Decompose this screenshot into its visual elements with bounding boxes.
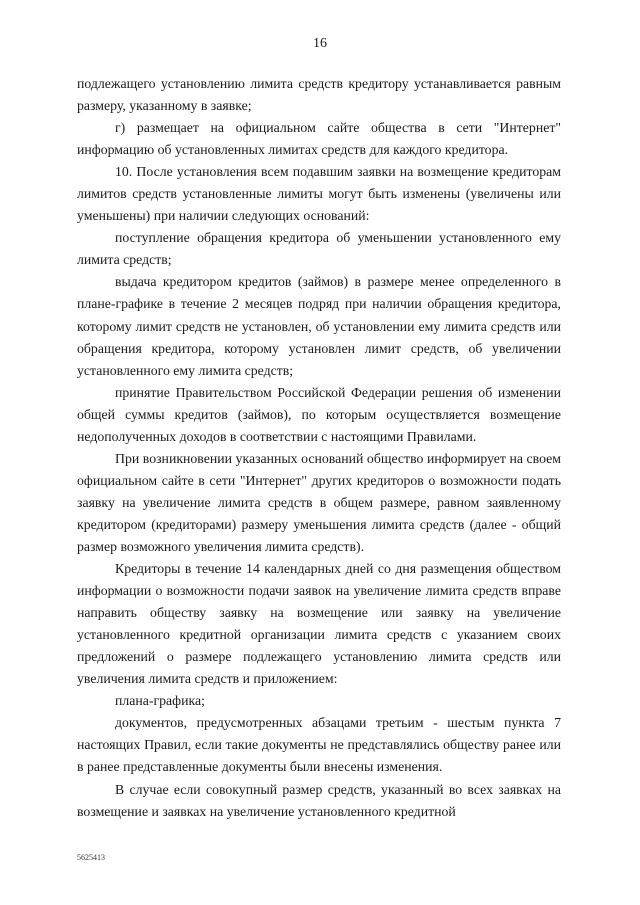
paragraph: г) размещает на официальном сайте общества в сети "Интернет" информацию об установленных лимитах средств для каждого кредитора. bbox=[77, 120, 561, 158]
paragraph: При возникновении указанных оснований общество информирует на своем официальном сайте в сети "Интернет" других кредиторов о возможности подать заявку на увеличение лимита средств в общем размере, равном заявленному кредитором (кредиторами) размеру уменьшения лимита средств (далее - общий размер возможного увеличения лимита средств). bbox=[77, 450, 561, 554]
paragraph: выдача кредитором кредитов (займов) в размере менее определенного в плане-графике в течение 2 месяцев подряд при наличии обращения кредитора, которому лимит средств не установлен, об установлении ему лимита средств или обращения кредитора, которому установлен лимит средств, об увеличении установленного ему лимита средств; bbox=[77, 274, 561, 378]
paragraph: поступление обращения кредитора об уменьшении установленного ему лимита средств; bbox=[77, 230, 561, 268]
document-id: 5625413 bbox=[77, 853, 105, 862]
paragraph: 10. После установления всем подавшим заявки на возмещение кредиторам лимитов средств установленные лимиты могут быть изменены (увеличены или уменьшены) при наличии следующих оснований: bbox=[77, 164, 561, 224]
paragraph: плана-графика; bbox=[115, 693, 205, 709]
paragraph: документов, предусмотренных абзацами третьим - шестым пункта 7 настоящих Правил, если такие документы не представлялись обществу ранее или в ранее представленные документы были внесены изменения. bbox=[77, 715, 561, 775]
paragraph: Кредиторы в течение 14 календарных дней со дня размещения обществом информации о возможности подачи заявок на увеличение лимита средств вправе направить обществу заявку на возмещение или заявку на увеличение установленного кредитной организации лимита средств с указанием своих предложений о размере подлежащего установлению лимита средств или увеличения лимита средств и приложением: bbox=[77, 561, 561, 687]
paragraph: принятие Правительством Российской Федерации решения об изменении общей суммы кредитов (займов), по которым осуществляется возмещение недополученных доходов в соответствии с настоящими Правилами. bbox=[77, 384, 561, 444]
page-number: 16 bbox=[313, 36, 327, 51]
document-body bbox=[77, 73, 561, 823]
paragraph: В случае если совокупный размер средств, указанный во всех заявках на возмещение и заявках на увеличение установленного кредитной bbox=[77, 781, 561, 819]
paragraph: подлежащего установлению лимита средств кредитору устанавливается равным размеру, указанному в заявке; bbox=[77, 76, 561, 114]
